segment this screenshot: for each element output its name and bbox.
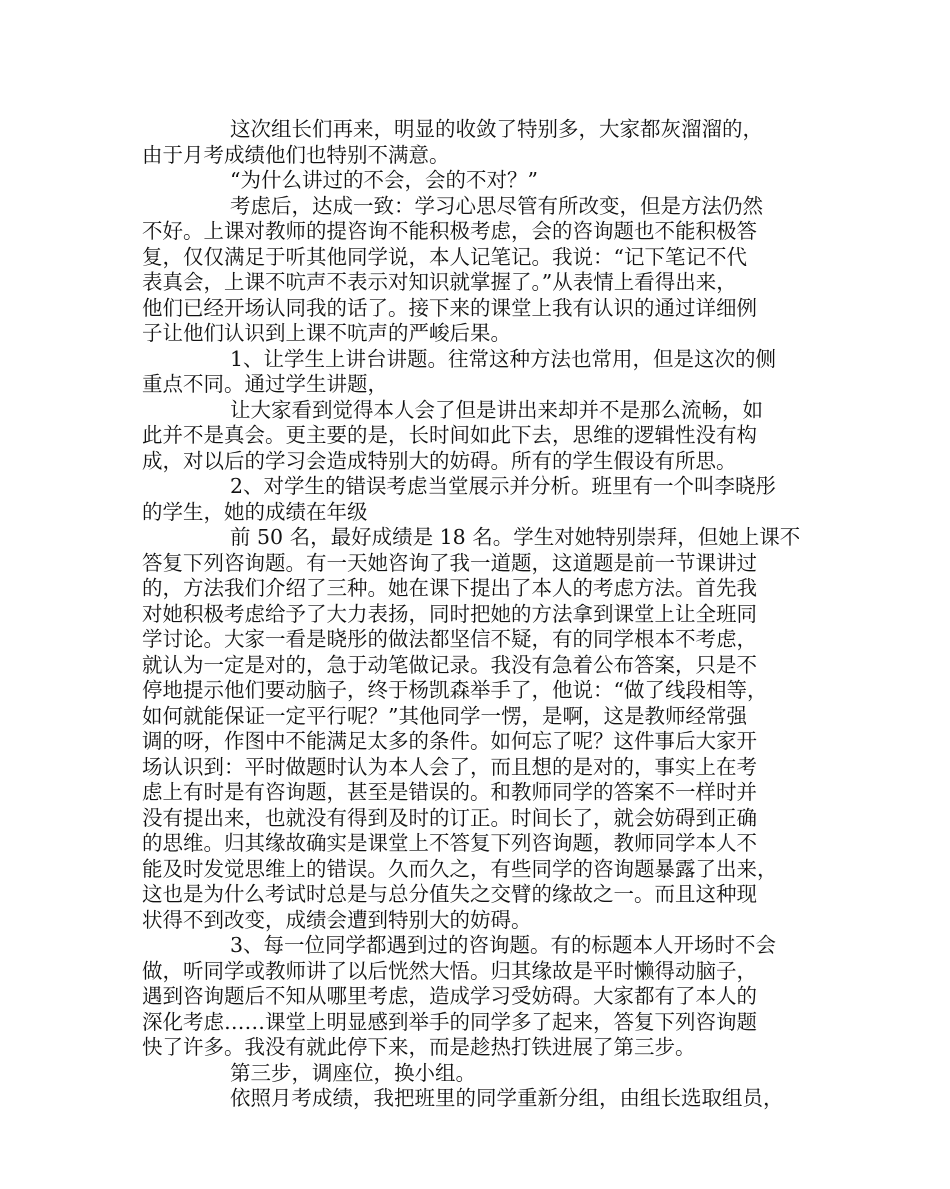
text-line: 的思维。归其缘故确实是课堂上不答复下列咨询题，教师同学本人不: [142, 831, 757, 855]
text-line: 考虑后，达成一致：学习心思尽管有所改变，但是方法仍然: [230, 193, 763, 218]
text-line: 深化考虑……课堂上明显感到举手的同学多了起来，答复下列咨询题: [142, 1009, 757, 1034]
text-line: 对她积极考虑给予了大力表扬，同时把她的方法拿到课堂上让全班同: [142, 601, 757, 626]
text-line: 的，方法我们介绍了三种。她在课下提出了本人的考虑方法。首先我: [142, 576, 757, 600]
text-line: 子让他们认识到上课不吭声的严峻后果。: [142, 321, 511, 345]
text-line: 做，听同学或教师讲了以后恍然大悟。归其缘故是平时懒得动脑子，: [142, 958, 757, 983]
text-line: 这次组长们再来，明显的收敛了特别多，大家都灰溜溜的，: [230, 117, 763, 141]
text-line: 第三步，调座位，换小组。: [230, 1060, 476, 1085]
text-line: 的学生，她的成绩在年级: [142, 499, 368, 524]
text-line: 复，仅仅满足于听其他同学说，本人记笔记。我说：“记下笔记不代: [142, 244, 747, 269]
text-line: 成，对以后的学习会造成特别大的妨碍。所有的学生假设有所思。: [142, 448, 737, 473]
text-line: 前 50 名，最好成绩是 18 名。学生对她特别崇拜，但她上课不: [230, 525, 801, 549]
text-line: 表真会，上课不吭声不表示对知识就掌握了。”从表情上看得出来，: [142, 270, 737, 294]
text-line: 如何就能保证一定平行呢？”其他同学一愣，是啊，这是教师经常强: [142, 703, 747, 728]
text-line: 场认识到：平时做题时认为本人会了，而且想的是对的，事实上在考: [142, 754, 757, 779]
text-line: 虑上有时是有咨询题，甚至是错误的。和教师同学的答案不一样时并: [142, 780, 757, 804]
text-line: 他们已经开场认同我的话了。接下来的课堂上我有认识的通过详细例: [142, 295, 757, 320]
text-line: 能及时发觉思维上的错误。久而久之，有些同学的咨询题暴露了出来，: [142, 856, 778, 881]
text-line: 3、每一位同学都遇到过的咨询题。有的标题本人开场时不会: [230, 933, 777, 957]
text-line: “为什么讲过的不会，会的不对？”: [230, 168, 538, 192]
text-line: 这也是为什么考试时总是与总分值失之交臂的缘故之一。而且这种现: [142, 882, 757, 906]
text-line: 1、让学生上讲台讲题。往常这种方法也常用，但是这次的侧: [230, 346, 777, 371]
text-line: 就认为一定是对的，急于动笔做记录。我没有急着公布答案，只是不: [142, 652, 757, 677]
text-line: 依照月考成绩，我把班里的同学重新分组，由组长选取组员，: [230, 1086, 784, 1110]
text-line: 状得不到改变，成绩会遭到特别大的妨碍。: [142, 907, 532, 932]
text-line: 停地提示他们要动脑子，终于杨凯森举手了，他说：“做了线段相等，: [142, 678, 768, 702]
text-line: 让大家看到觉得本人会了但是讲出来却并不是那么流畅，如: [230, 397, 763, 422]
text-line: 答复下列咨询题。有一天她咨询了我一道题，这道题是前一节课讲过: [142, 550, 757, 575]
text-line: 学讨论。大家一看是晓彤的做法都坚信不疑，有的同学根本不考虑，: [142, 627, 757, 651]
body-text: [142, 117, 832, 1112]
text-line: 此并不是真会。更主要的是，长时间如此下去，思维的逻辑性没有构: [142, 423, 757, 447]
text-line: 由于月考成绩他们也特别不满意。: [142, 142, 450, 167]
text-line: 重点不同。通过学生讲题，: [142, 372, 388, 396]
text-line: 没有提出来，也就没有得到及时的订正。时间长了，就会妨碍到正确: [142, 805, 757, 830]
text-line: 2、对学生的错误考虑当堂展示并分析。班里有一个叫李晓彤: [230, 474, 777, 498]
text-line: 不好。上课对教师的提咨询不能积极考虑，会的咨询题也不能积极答: [142, 219, 757, 243]
text-line: 快了许多。我没有就此停下来，而是趁热打铁进展了第三步。: [142, 1035, 696, 1059]
text-line: 遇到咨询题后不知从哪里考虑，造成学习受妨碍。大家都有了本人的: [142, 984, 757, 1008]
text-line: 调的呀，作图中不能满足太多的条件。如何忘了呢？这件事后大家开: [142, 729, 757, 753]
